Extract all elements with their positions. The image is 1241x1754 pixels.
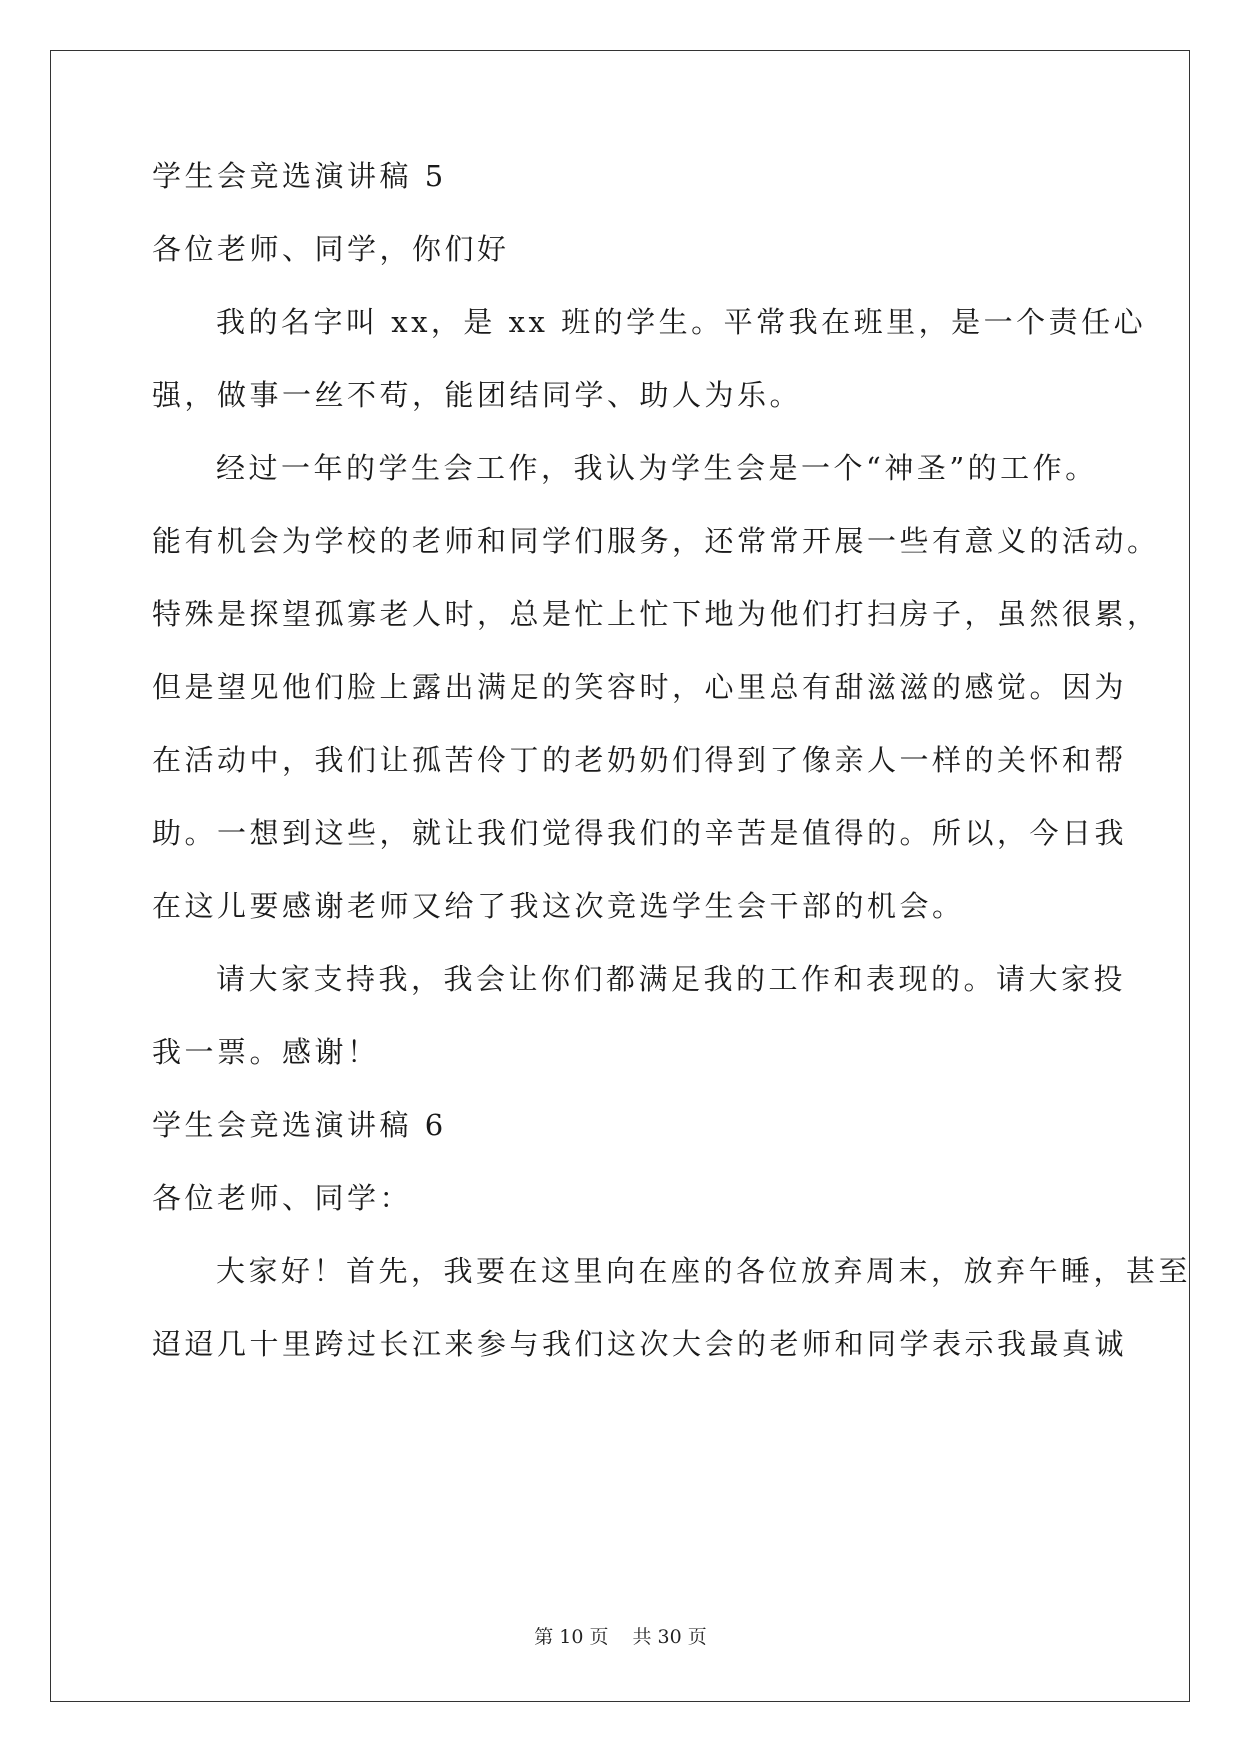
page-number-current: 第 10 页 (534, 1626, 609, 1648)
paragraph-line: 大家好！首先，我要在这里向在座的各位放弃周末，放弃午睡，甚至 (216, 1254, 1192, 1288)
paragraph-line: 请大家支持我，我会让你们都满足我的工作和表现的。请大家投 (216, 962, 1127, 996)
paragraph-line: 强，做事一丝不苟，能团结同学、助人为乐。 (152, 378, 803, 412)
page-number-total: 共 30 页 (632, 1626, 707, 1648)
page-border (50, 50, 1190, 1702)
paragraph-line: 在这儿要感谢老师又给了我这次竞选学生会干部的机会。 (152, 889, 965, 923)
section-title-5: 学生会竞选演讲稿 5 (152, 159, 447, 193)
greeting-line: 各位老师、同学，你们好 (152, 232, 510, 266)
greeting-line: 各位老师、同学： (152, 1181, 413, 1215)
paragraph-line: 迢迢几十里跨过长江来参与我们这次大会的老师和同学表示我最真诚 (152, 1327, 1128, 1361)
paragraph-line: 经过一年的学生会工作，我认为学生会是一个“神圣”的工作。 (216, 451, 1098, 485)
paragraph-line: 我的名字叫 xx，是 xx 班的学生。平常我在班里，是一个责任心 (216, 305, 1147, 339)
page-footer (0, 1625, 1241, 1649)
section-title-6: 学生会竞选演讲稿 6 (152, 1108, 447, 1142)
paragraph-line: 特殊是探望孤寡老人时，总是忙上忙下地为他们打扫房子，虽然很累， (152, 597, 1160, 631)
paragraph-line: 但是望见他们脸上露出满足的笑容时，心里总有甜滋滋的感觉。因为 (152, 670, 1128, 704)
paragraph-line: 我一票。感谢！ (152, 1035, 380, 1069)
paragraph-line: 在活动中，我们让孤苦伶丁的老奶奶们得到了像亲人一样的关怀和帮 (152, 743, 1128, 777)
paragraph-line: 能有机会为学校的老师和同学们服务，还常常开展一些有意义的活动。 (152, 524, 1160, 558)
paragraph-line: 助。一想到这些，就让我们觉得我们的辛苦是值得的。所以，今日我 (152, 816, 1128, 850)
